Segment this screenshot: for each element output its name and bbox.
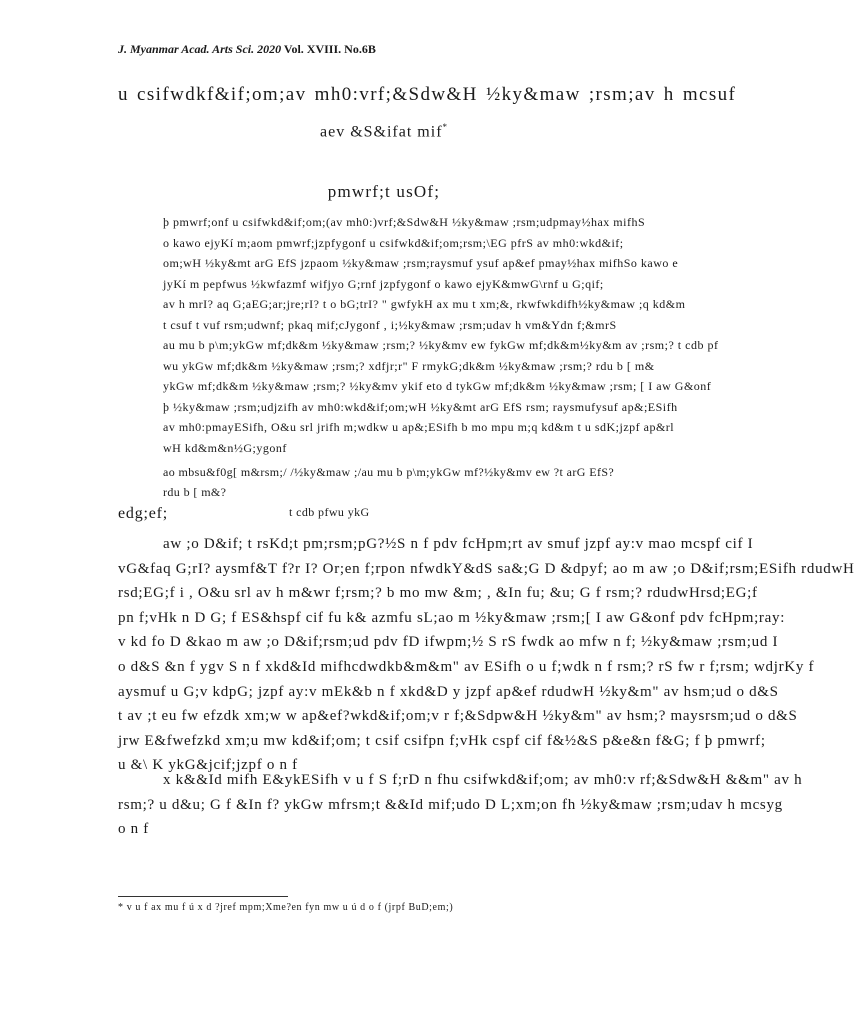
abstract-body — [163, 212, 719, 458]
author-footnote-mark: * — [442, 122, 449, 132]
paragraph-line: vG&faq G;rI? aysmf&T f?r I? Or;en f;rpon nfwdkY&dS sa&;G D &dpyf; ao m aw ;o D&if;rsm;ESifh rdudwH — [118, 560, 855, 577]
abstract-line: av mh0:pmayESifh, O&u srl jrifh m;wdkw u ap&;ESifh b mo mpu m;q kd&m t u sdK;jzpf ap&rl — [163, 420, 675, 434]
abstract-line: wH kd&m&n½G;ygonf — [163, 440, 287, 455]
paragraph-line: v kd fo D &kao m aw ;o D&if;rsm;ud pdv fD ifwpm;½ S rS fwdk ao mfw n f; ½ky&maw ;rsm;ud I — [118, 634, 779, 651]
abstract-line: av h mrI? aq G;aEG;ar;jre;rI? t o bG;trI? " gwfykH ax mu t xm;&, rkwfwkdifh½ky&maw ;q kd&m — [163, 297, 686, 311]
keywords-line: ao mbsu&f0g[ m&rsm;/ /½ky&maw ;/au mu b p\m;ykGw mf?½ky&mv ew ?t arG EfS? rdu b [ m&? — [163, 465, 615, 499]
abstract-heading: pmwrf;t usOf; — [327, 182, 441, 201]
paragraph-line: aw ;o D&if; t rsKd;t pm;rsm;pG?½S n f pdv fcHpm;rt av smuf jzpf ay:v mao mcspf cif I — [163, 536, 754, 552]
abstract-line: jyKí m pepfwus ½kwfazmf wifjyo G;rnf jzpfygonf o kawo ejyK&mwG\rnf u G;qif; — [163, 276, 604, 291]
paragraph-line: t av ;t eu fw efzdk xm;w w ap&ef?wkd&if;om;v r f;&Sdpw&H ½ky&m" av hsm;? maysrsm;ud o d&S — [118, 708, 798, 725]
journal-volume: Vol. XVIII. No.6B — [281, 42, 376, 56]
introduction-paragraph-2 — [118, 768, 803, 842]
paragraph-line: o n f — [118, 821, 149, 838]
paragraph-line: rsm;? u d&u; G f &In f? ykGw mfrsm;t &&Id mif;udo D L;xm;on fh ½ky&maw ;rsm;udav h mcsyg — [118, 796, 783, 813]
paper-title: u csifwdkf&if;om;av mh0:vrf;&Sdw&H ½ky&maw ;rsm;av h mcsuf — [118, 84, 737, 105]
abstract-line: ykGw mf;dk&m ½ky&maw ;rsm;? ½ky&mv ykif eto d tykGw mf;dk&m ½ky&maw ;rsm; [ I aw G&onf — [163, 379, 712, 393]
keywords-block — [163, 462, 633, 522]
journal-header — [118, 42, 376, 57]
abstract-line: þ pmwrf;onf u csifwkd&if;om;(av mh0:)vrf;&Sdw&H ½ky&maw ;rsm;udpmay½hax mifhS — [163, 215, 646, 229]
paragraph-line: aysmuf u G;v kdpG; jzpf ay:v mEk&b n f xkd&D y jzpf ap&ef rdudwH ½ky&m" av hsm;ud o d&S — [118, 683, 779, 700]
abstract-line: om;wH ½ky&mt arG EfS jzpaom ½ky&maw ;rsm;raysmuf ysuf ap&ef pmay½hax mifhSo kawo e — [163, 256, 679, 270]
paragraph-line: u &\ K ykG&jcif;jzpf o n f — [118, 757, 298, 774]
footnote-divider — [118, 896, 288, 897]
paragraph-line: x k&&Id mifh E&ykESifh v u f S f;rD n fhu csifwkd&if;om; av mh0:v rf;&Sdw&H &&m" av h — [163, 772, 803, 788]
introduction-heading: edg;ef; — [118, 505, 169, 522]
journal-name: J. Myanmar Acad. Arts Sci. 2020 — [118, 42, 282, 56]
abstract-line: t csuf t vuf rsm;udwnf; pkaq mif;cJygonf , i;½ky&maw ;rsm;udav h vm&Ydn f;&mrS — [163, 317, 617, 332]
keywords-line: t cdb pfwu ykG — [289, 505, 370, 519]
paragraph-line: rsd;EG;f i , O&u srl av h m&wr f;rsm;? b mo mw &m; , &In fu; &u; G f rsm;? rdudwHrsd;EG;f — [118, 585, 758, 602]
abstract-line: wu ykGw mf;dk&m ½ky&maw ;rsm;? xdfjr;r" F rmykG;dk&m ½ky&maw ;rsm;? rdu b [ m& — [163, 358, 655, 373]
abstract-line: au mu b p\m;ykGw mf;dk&m ½ky&maw ;rsm;? ½ky&mv ew fykGw mf;dk&m½ky&m av ;rsm;? t cdb pf — [163, 338, 719, 352]
author-name: aev &S&ifat mif — [319, 123, 443, 141]
author-line — [118, 122, 650, 141]
paragraph-line: o d&S &n f ygv S n f xkd&Id mifhcdwdkb&m&m" av ESifh o u f;wdk n f rsm;? rS fw r f;rsm; wdjrKy f — [118, 658, 815, 675]
paragraph-line: jrw E&fwefzkd xm;u mw kd&if;om; t csif csifpn f;vHk cspf cif f&½&S p&e&n f&G; f þ pmwrf; — [118, 732, 766, 749]
abstract-line: þ ½ky&maw ;rsm;udjzifh av mh0:wkd&if;om;wH ½ky&mt arG EfS rsm; raysmufysuf ap&;ESifh — [163, 399, 678, 414]
abstract-line: o kawo ejyKí m;aom pmwrf;jzpfygonf u csifwkd&if;om;rsm;\EG pfrS av mh0:wkd&if; — [163, 235, 624, 250]
introduction-paragraph-1 — [118, 532, 855, 778]
author-footnote: * v u f ax mu f ú x d ?jref mpm;Xme?en fyn mw u ú d o f (jrpf BuD;em;) — [118, 902, 454, 913]
paragraph-line: pn f;vHk n D G; f ES&hspf cif fu k& azmfu sL;ao m ½ky&maw ;rsm;[ I aw G&onf pdv fcHpm;ray: — [118, 609, 786, 626]
